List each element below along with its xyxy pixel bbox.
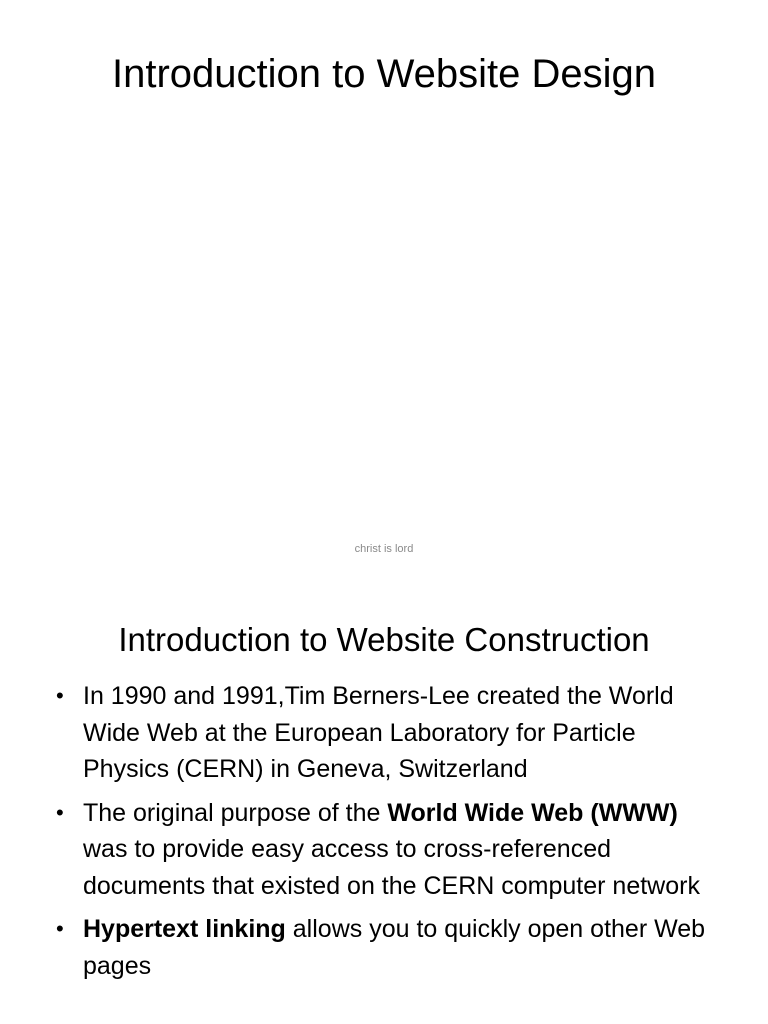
bullet-item: [56, 795, 716, 905]
bullet-glyph: •: [56, 916, 64, 941]
bullet-glyph: •: [56, 799, 64, 825]
bullet-item: [56, 678, 716, 788]
bullet-glyph: •: [56, 683, 64, 708]
slide-2: [0, 576, 768, 1024]
slide-title: Introduction to Website Design: [111, 52, 656, 96]
bullet-list: [56, 678, 716, 991]
bullet-text-tail: was to provide easy access to cross-referenced documents that existed on the CERN computer network: [83, 835, 700, 900]
bullet-text-lead: The original purpose of the: [83, 798, 388, 827]
bullet-text: In 1990 and 1991,Tim Berners-Lee created the World Wide Web at the European Laboratory for Particle Physics (CERN) in Geneva, Switzerland: [83, 682, 674, 783]
slide-caption: christ is lord: [354, 543, 414, 555]
slide-title: Introduction to Website Construction: [118, 621, 650, 658]
bullet-text-tail: allows you to quickly open other Web pages: [83, 915, 706, 980]
bullet-text-bold: Hypertext linking: [83, 915, 286, 943]
bullet-text-bold: World Wide Web (WWW): [387, 798, 678, 827]
bullet-item: [56, 911, 716, 984]
